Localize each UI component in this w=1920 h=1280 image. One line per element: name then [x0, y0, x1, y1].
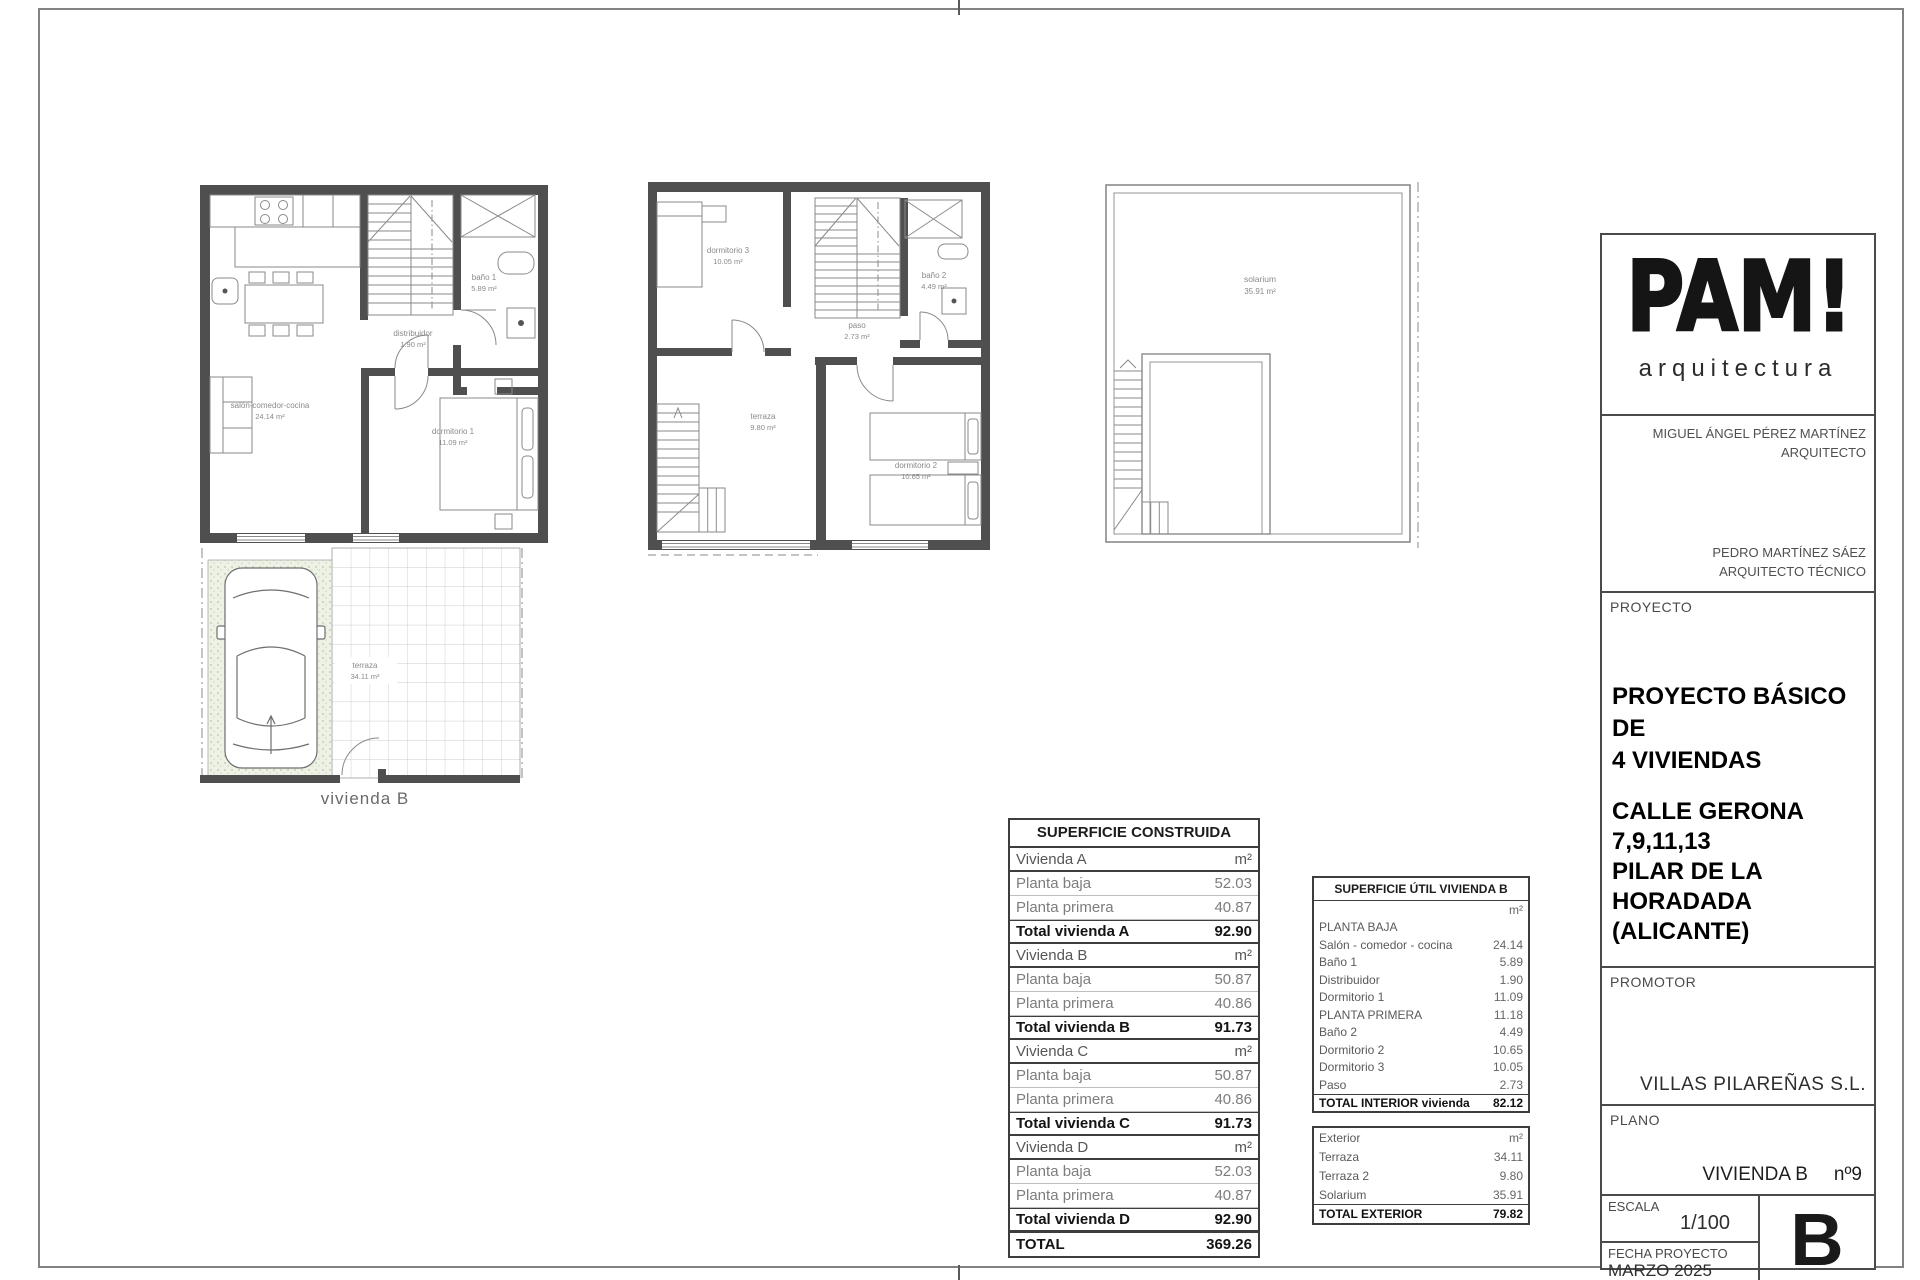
plano-name: VIVIENDA B nº9: [1702, 1164, 1862, 1185]
date-value: MARZO 2025: [1608, 1261, 1712, 1280]
table-row: TOTAL 369.26: [1010, 1232, 1258, 1256]
table-row: PLANTA BAJA: [1319, 920, 1398, 935]
room-label: baño 1: [471, 273, 497, 282]
table-row: TOTAL EXTERIOR 79.82: [1314, 1204, 1528, 1223]
sheet-letter-cell: [1760, 1196, 1874, 1280]
plan-caption: vivienda B: [320, 789, 410, 808]
table-row: Planta baja 52.03: [1010, 1160, 1258, 1184]
fold-mark-top: [958, 0, 960, 15]
fold-mark-bottom: [958, 1265, 960, 1280]
architect-info: [1653, 424, 1866, 462]
section-label: PLANO: [1610, 1112, 1660, 1128]
table-row: Planta baja 50.87: [1010, 1064, 1258, 1088]
table-row: Paso 2.73: [1319, 1077, 1523, 1092]
table-row: Distribuidor 1.90: [1319, 972, 1523, 987]
room-label: terraza: [750, 412, 776, 421]
room-area: 1.90 m²: [400, 340, 426, 349]
staircase: [815, 198, 900, 318]
room-labels: [1244, 274, 1276, 296]
technical-role: ARQUITECTO TÉCNICO: [1719, 564, 1866, 579]
room-label: distribuidor: [393, 329, 433, 338]
table-row: Dormitorio 3 10.05: [1319, 1060, 1523, 1075]
project-title: PROYECTO BÁSICO DE 4 VIVIENDAS: [1612, 683, 1847, 774]
room-label: dormitorio 2: [894, 461, 938, 470]
table-row: Terraza 2 9.80: [1319, 1168, 1523, 1183]
table-row: Dormitorio 1 11.09: [1319, 990, 1523, 1005]
ground-floor-plan: [195, 180, 555, 810]
table-row: Salón - comedor - cocina 24.14: [1319, 937, 1523, 952]
room-label: terraza: [352, 661, 378, 670]
room-area: 34.11 m²: [350, 672, 380, 681]
table-row: Exterior m²: [1319, 1130, 1523, 1145]
car: [217, 568, 325, 768]
door-opening: [395, 368, 428, 376]
closet-icon: [461, 195, 535, 237]
room-area: 5.89 m²: [471, 284, 497, 293]
roof-outline: [1106, 185, 1410, 542]
table-row: Vivienda A m²: [1010, 848, 1258, 872]
logo-subtitle: arquitectura: [1638, 355, 1838, 382]
room-area: 4.49 m²: [921, 282, 947, 291]
terrace-stairs: [657, 404, 725, 532]
table-row: Dormitorio 2 10.65: [1319, 1042, 1523, 1057]
window: [662, 541, 928, 549]
technical-architect-info: [1712, 543, 1866, 581]
first-floor-plan: [648, 182, 990, 560]
architect-role: ARQUITECTO: [1781, 445, 1866, 460]
superficie-exterior-table: [1312, 1126, 1530, 1225]
table-row: Baño 1 5.89: [1319, 955, 1523, 970]
section-label: PROMOTOR: [1610, 974, 1697, 990]
room-area: 10.65 m²: [901, 472, 931, 481]
promotor-name: VILLAS PILAREÑAS S.L.: [1640, 1074, 1866, 1095]
table-row: PLANTA PRIMERA 11.18: [1319, 1007, 1523, 1022]
superficie-construida-table: [1008, 818, 1260, 1258]
table-row: Planta baja 50.87: [1010, 968, 1258, 992]
architects-section: [1602, 416, 1874, 593]
superficie-util-table: [1312, 876, 1530, 1113]
room-label: solarium: [1243, 274, 1277, 284]
room-area: 2.73 m²: [844, 332, 870, 341]
table-row: Planta baja 52.03: [1010, 872, 1258, 896]
room-label: dormitorio 3: [706, 246, 750, 255]
fecha-cell: [1602, 1243, 1758, 1280]
scale-date-section: [1602, 1196, 1874, 1280]
room-area: 11.09 m²: [438, 438, 468, 447]
room-area: 9.80 m²: [750, 423, 776, 432]
technical-name: PEDRO MARTÍNEZ SÁEZ: [1712, 545, 1866, 560]
section-label: PROYECTO: [1610, 599, 1693, 615]
logo-section: [1602, 241, 1874, 416]
table-row: Planta primera 40.87: [1010, 1184, 1258, 1208]
staircase: [368, 195, 453, 315]
table-row: Vivienda C m²: [1010, 1040, 1258, 1064]
title-block: [1600, 233, 1876, 1280]
window: [353, 534, 399, 542]
table-row: TOTAL INTERIOR vivienda 82.12: [1314, 1094, 1528, 1112]
room-label: paso: [848, 321, 866, 330]
bed: [440, 379, 538, 529]
bathroom-fixtures: [920, 244, 968, 340]
table-title: SUPERFICIE ÚTIL VIVIENDA B: [1314, 878, 1528, 901]
scale-value: 1/100: [1680, 1212, 1731, 1234]
table-row: Planta primera 40.86: [1010, 992, 1258, 1016]
table-title: SUPERFICIE CONSTRUIDA: [1010, 820, 1258, 848]
section-label: FECHA PROYECTO: [1608, 1246, 1728, 1261]
table-row: Planta primera 40.86: [1010, 1088, 1258, 1112]
promotor-section: [1602, 968, 1874, 1106]
table-row: Terraza 34.11: [1319, 1149, 1523, 1164]
sofa: [210, 377, 252, 453]
room-area: 35.91 m²: [1244, 287, 1276, 296]
room-area: 10.05 m²: [713, 257, 743, 266]
table-row: Vivienda B m²: [1010, 944, 1258, 968]
room-label: baño 2: [921, 271, 947, 280]
table-row: Vivienda D m²: [1010, 1136, 1258, 1160]
window: [237, 534, 305, 542]
table-row: m²: [1509, 902, 1523, 917]
table-row: Total vivienda D 92.90: [1010, 1208, 1258, 1232]
project-address: CALLE GERONA 7,9,11,13 PILAR DE LA HORADADA (ALICANTE): [1612, 798, 1804, 945]
room-label: dormitorio 1: [431, 427, 475, 436]
section-label: ESCALA: [1608, 1199, 1660, 1214]
table-row: Solarium 35.91: [1319, 1187, 1523, 1202]
staircase: [1114, 360, 1168, 534]
table-row: Total vivienda C 91.73: [1010, 1112, 1258, 1136]
project-section: [1602, 593, 1874, 968]
architect-name: MIGUEL ÁNGEL PÉREZ MARTÍNEZ: [1652, 426, 1866, 441]
plano-section: [1602, 1106, 1874, 1196]
room-label: salón-comedor-cocina: [230, 401, 310, 410]
closet-icon: [905, 200, 962, 238]
kitchen-counter: [210, 195, 360, 304]
stairwell-opening: [1142, 354, 1270, 534]
pam-logo: PAM!: [1626, 241, 1853, 353]
room-area: 24.14 m²: [255, 412, 285, 421]
table-row: Baño 2 4.49: [1319, 1025, 1523, 1040]
escala-cell: [1602, 1196, 1758, 1243]
table-row: Planta primera 40.87: [1010, 896, 1258, 920]
bathroom-fixtures: [461, 252, 535, 345]
sheet-letter: B: [1790, 1197, 1844, 1280]
solarium-plan: [1100, 182, 1430, 555]
dining-table: [245, 272, 323, 336]
table-row: Total vivienda B 91.73: [1010, 1016, 1258, 1040]
walls: [200, 185, 548, 543]
table-row: Total vivienda A 92.90: [1010, 920, 1258, 944]
bed: [657, 202, 726, 287]
